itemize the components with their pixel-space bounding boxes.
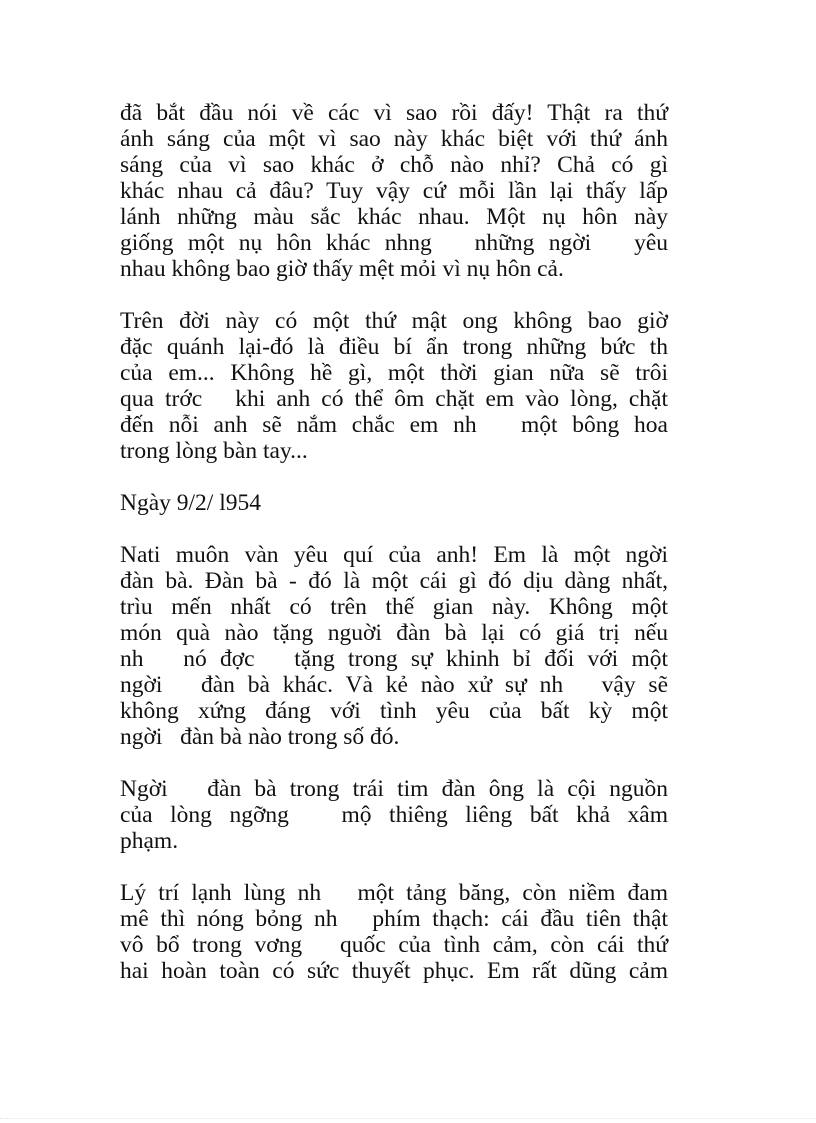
text-line: ngời đàn bà khác. Và kẻ nào xử sự nh vậy sẽ	[120, 672, 668, 698]
paragraph-reason	[120, 880, 668, 984]
paragraph-source	[120, 776, 668, 854]
text-line: Trên đời này có một thứ mật ong không bao giờ	[120, 308, 668, 334]
text-line: ánh sáng của một vì sao này khác biệt với thứ ánh	[120, 126, 668, 152]
text-line: ngời đàn bà nào trong số đó.	[120, 724, 400, 750]
letter-date: Ngày 9/2/ l954	[120, 490, 261, 516]
text-line: hai hoàn toàn có sức thuyết phục. Em rất dũng cảm	[120, 958, 668, 984]
text-line: đến nỗi anh sẽ nắm chắc em nh một bông hoa	[120, 412, 668, 438]
text-line: đàn bà. Đàn bà - đó là một cái gì đó dịu dàng nhất,	[120, 568, 668, 594]
text-line: giống một nụ hôn khác nhng những ngời yêu	[120, 230, 668, 256]
paragraph-honey	[120, 308, 668, 464]
text-line: nhau không bao giờ thấy mệt mỏi vì nụ hôn cả.	[120, 256, 564, 282]
text-line: trong lòng bàn tay...	[120, 438, 308, 464]
text-line: qua trớc khi anh có thể ôm chặt em vào lòng, chặt	[120, 386, 668, 412]
text-line: đã bắt đầu nói về các vì sao rồi đấy! Thật ra thứ	[120, 100, 668, 126]
text-line: nh nó đợc tặng trong sự khinh bỉ đối với một	[120, 646, 668, 672]
document-body	[120, 100, 668, 1010]
text-line: vô bổ trong vơng quốc của tình cảm, còn cái thứ	[120, 932, 668, 958]
text-line: mê thì nóng bỏng nh phím thạch: cái đầu tiên thật	[120, 906, 668, 932]
paragraph-nati	[120, 542, 668, 750]
text-line: sáng của vì sao khác ở chỗ nào nhỉ? Chả có gì	[120, 152, 668, 178]
paragraph-stars	[120, 100, 668, 282]
text-line: phạm.	[120, 828, 179, 854]
text-line: đặc quánh lại-đó là điều bí ẩn trong những bức th	[120, 334, 668, 360]
page-bottom-border	[0, 1118, 816, 1120]
text-line: Lý trí lạnh lùng nh một tảng băng, còn niềm đam	[120, 880, 668, 906]
text-line: không xứng đáng với tình yêu của bất kỳ một	[120, 698, 668, 724]
text-line: của lòng ngỡng mộ thiêng liêng bất khả xâm	[120, 802, 668, 828]
text-line: món quà nào tặng nguời đàn bà lại có giá trị nếu	[120, 620, 668, 646]
text-line: Nati muôn vàn yêu quí của anh! Em là một ngời	[120, 542, 668, 568]
text-line: Ngời đàn bà trong trái tim đàn ông là cội nguồn	[120, 776, 668, 802]
text-line: trìu mến nhất có trên thế gian này. Không một	[120, 594, 668, 620]
text-line: của em... Không hề gì, một thời gian nữa sẽ trôi	[120, 360, 668, 386]
text-line: lánh những màu sắc khác nhau. Một nụ hôn này	[120, 204, 668, 230]
text-line: khác nhau cả đâu? Tuy vậy cứ mỗi lần lại thấy lấp	[120, 178, 668, 204]
